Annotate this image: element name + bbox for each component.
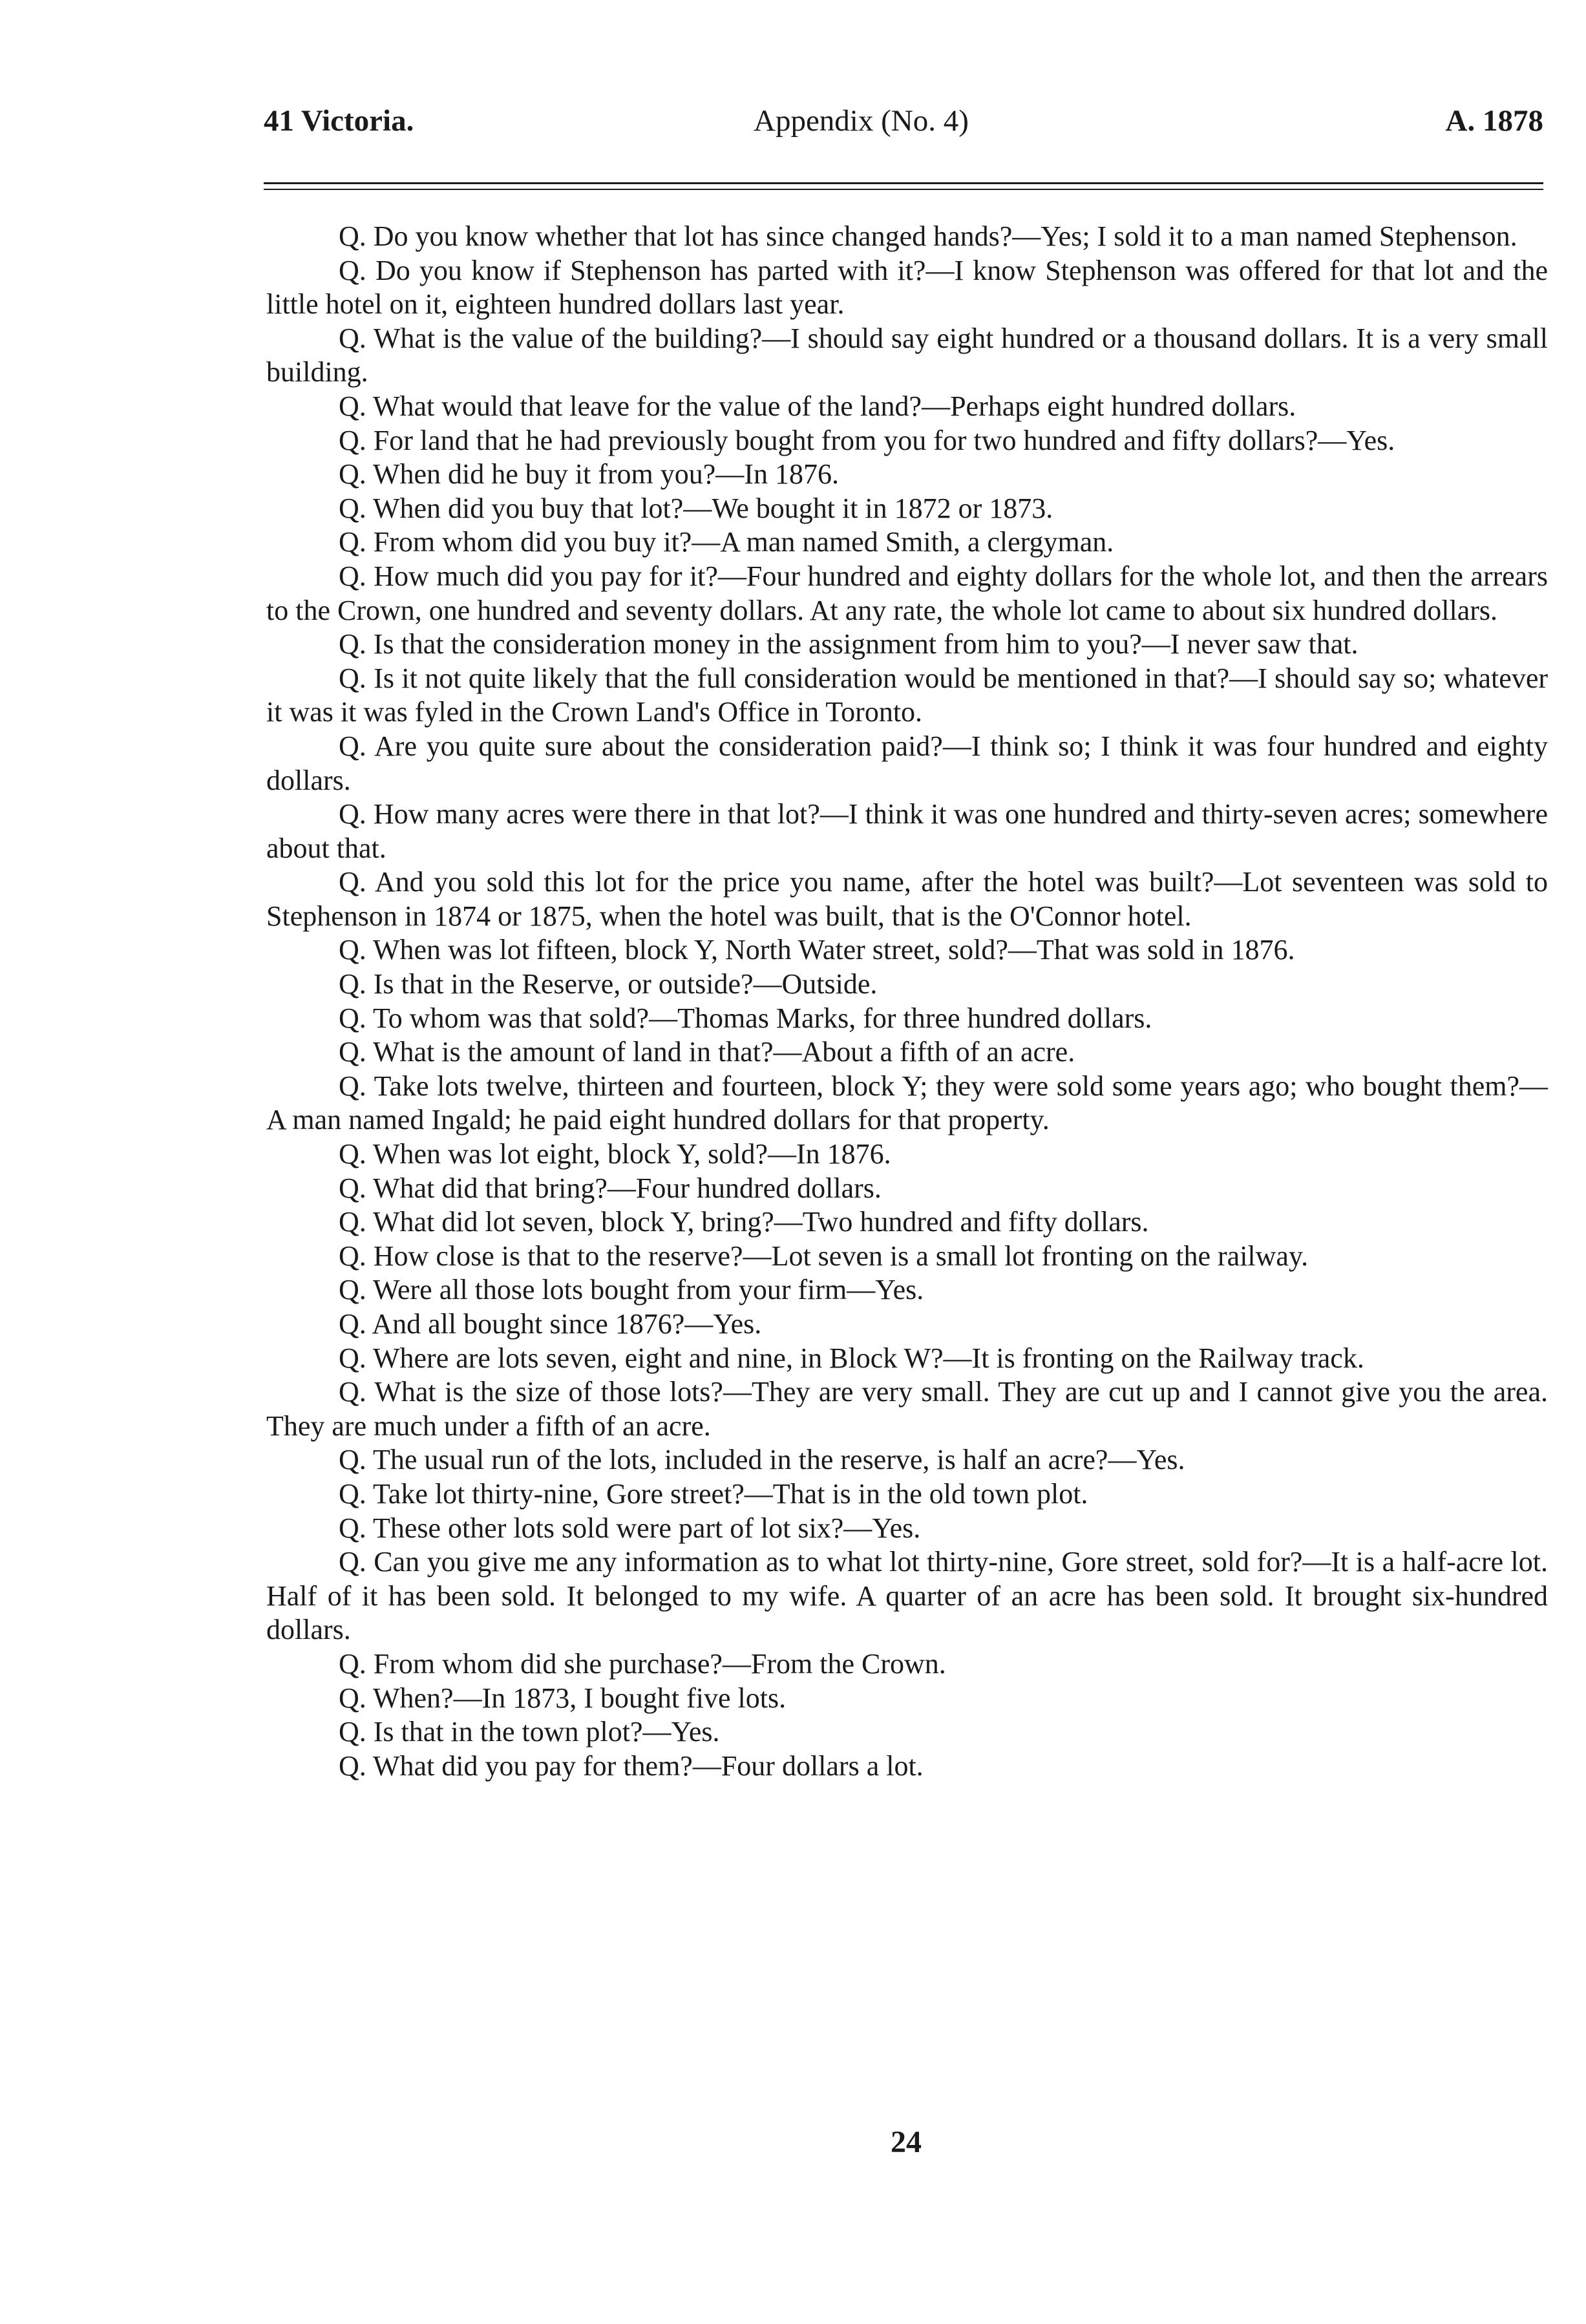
testimony-paragraph: Q. To whom was that sold?—Thomas Marks, for three hundred dollars. (339, 1002, 1152, 1034)
testimony-paragraph: Q. Where are lots seven, eight and nine, in Block W?—It is fronting on the Railway track. (339, 1342, 1364, 1374)
testimony-paragraph: Q. Is that in the Reserve, or outside?—Outside. (339, 968, 878, 1000)
testimony-paragraph: Q. For land that he had previously bought from you for two hundred and fifty dollars?—Yes. (339, 424, 1395, 456)
testimony-paragraph: Q. What did you pay for them?—Four dollars a lot. (339, 1749, 924, 1782)
testimony-paragraph: Q. Do you know whether that lot has since changed hands?—Yes; I sold it to a man named Stephenson. (339, 220, 1517, 252)
header-year: A. 1878 (1445, 104, 1543, 138)
testimony-paragraph: Q. Do you know if Stephenson has parted with it?—I know Stephenson was offered for that lot and the little hotel on it, eighteen hundred dollars last year. (266, 254, 1548, 321)
testimony-paragraph: Q. How much did you pay for it?—Four hundred and eighty dollars for the whole lot, and then the arrears to the Crown, one hundred and seventy dollars. At any rate, the whole lot came to about six hundred dollars. (266, 560, 1548, 626)
header-rule-top (264, 182, 1543, 184)
testimony-paragraph: Q. When did you buy that lot?—We bought it in 1872 or 1873. (339, 492, 1053, 524)
testimony-paragraph: Q. When?—In 1873, I bought five lots. (339, 1682, 787, 1714)
testimony-paragraph: Q. What is the amount of land in that?—About a fifth of an acre. (339, 1036, 1075, 1068)
testimony-paragraph: Q. Is that the consideration money in the assignment from him to you?—I never saw that. (339, 628, 1359, 660)
testimony-body (266, 220, 1548, 1783)
testimony-paragraph: Q. These other lots sold were part of lot six?—Yes. (339, 1512, 921, 1544)
testimony-paragraph: Q. Is it not quite likely that the full consideration would be mentioned in that?—I should say so; whatever it was it was fyled in the Crown Land's Office in Toronto. (266, 662, 1548, 728)
testimony-paragraph: Q. And you sold this lot for the price you name, after the hotel was built?—Lot seventeen was sold to Stephenson in 1874 or 1875, when the hotel was built, that is the O'Connor hotel. (266, 866, 1548, 932)
testimony-paragraph: Q. When was lot eight, block Y, sold?—In 1876. (339, 1138, 891, 1170)
testimony-paragraph: Q. When did he buy it from you?—In 1876. (339, 458, 839, 491)
testimony-paragraph: Q. Are you quite sure about the consideration paid?—I think so; I think it was four hundred and eighty dollars. (266, 730, 1548, 796)
testimony-paragraph: Q. Is that in the town plot?—Yes. (339, 1716, 720, 1748)
testimony-paragraph: Q. Take lot thirty-nine, Gore street?—That is in the old town plot. (339, 1477, 1088, 1510)
header-session: 41 Victoria. (264, 104, 414, 138)
testimony-paragraph: Q. What did that bring?—Four hundred dollars. (339, 1172, 882, 1204)
testimony-paragraph: Q. Were all those lots bought from your firm—Yes. (339, 1274, 924, 1306)
testimony-paragraph: Q. How close is that to the reserve?—Lot seven is a small lot fronting on the railway. (339, 1240, 1309, 1272)
testimony-paragraph: Q. The usual run of the lots, included in the reserve, is half an acre?—Yes. (339, 1444, 1185, 1476)
testimony-paragraph: Q. From whom did she purchase?—From the Crown. (339, 1647, 946, 1680)
testimony-paragraph: Q. What would that leave for the value of the land?—Perhaps eight hundred dollars. (339, 390, 1296, 422)
testimony-paragraph: Q. And all bought since 1876?—Yes. (339, 1308, 762, 1340)
testimony-paragraph: Q. How many acres were there in that lot?—I think it was one hundred and thirty-seven acres; somewhere about that. (266, 798, 1548, 864)
testimony-paragraph: Q. What is the value of the building?—I should say eight hundred or a thousand dollars. It is a very small building. (266, 322, 1548, 388)
testimony-paragraph: Q. What did lot seven, block Y, bring?—Two hundred and fifty dollars. (339, 1206, 1149, 1238)
page-number: 24 (891, 2125, 922, 2159)
testimony-paragraph: Q. Can you give me any information as to what lot thirty-nine, Gore street, sold for?—It is a half-acre lot. Half of it has been sold. It belonged to my wife. A quarter of an acre has been sold. It brought six-hundred dollars. (266, 1546, 1548, 1646)
testimony-paragraph: Q. What is the size of those lots?—They are very small. They are cut up and I cannot give you the area. They are much under a fifth of an acre. (266, 1376, 1548, 1442)
testimony-paragraph: Q. From whom did you buy it?—A man named Smith, a clergyman. (339, 526, 1114, 558)
testimony-paragraph: Q. Take lots twelve, thirteen and fourteen, block Y; they were sold some years ago; who bought them?—A man named Ingald; he paid eight hundred dollars for that property. (266, 1070, 1548, 1136)
header-rule-bottom (264, 189, 1543, 190)
header-appendix: Appendix (No. 4) (754, 104, 969, 138)
testimony-paragraph: Q. When was lot fifteen, block Y, North Water street, sold?—That was sold in 1876. (339, 934, 1295, 966)
page-header (264, 103, 1543, 155)
